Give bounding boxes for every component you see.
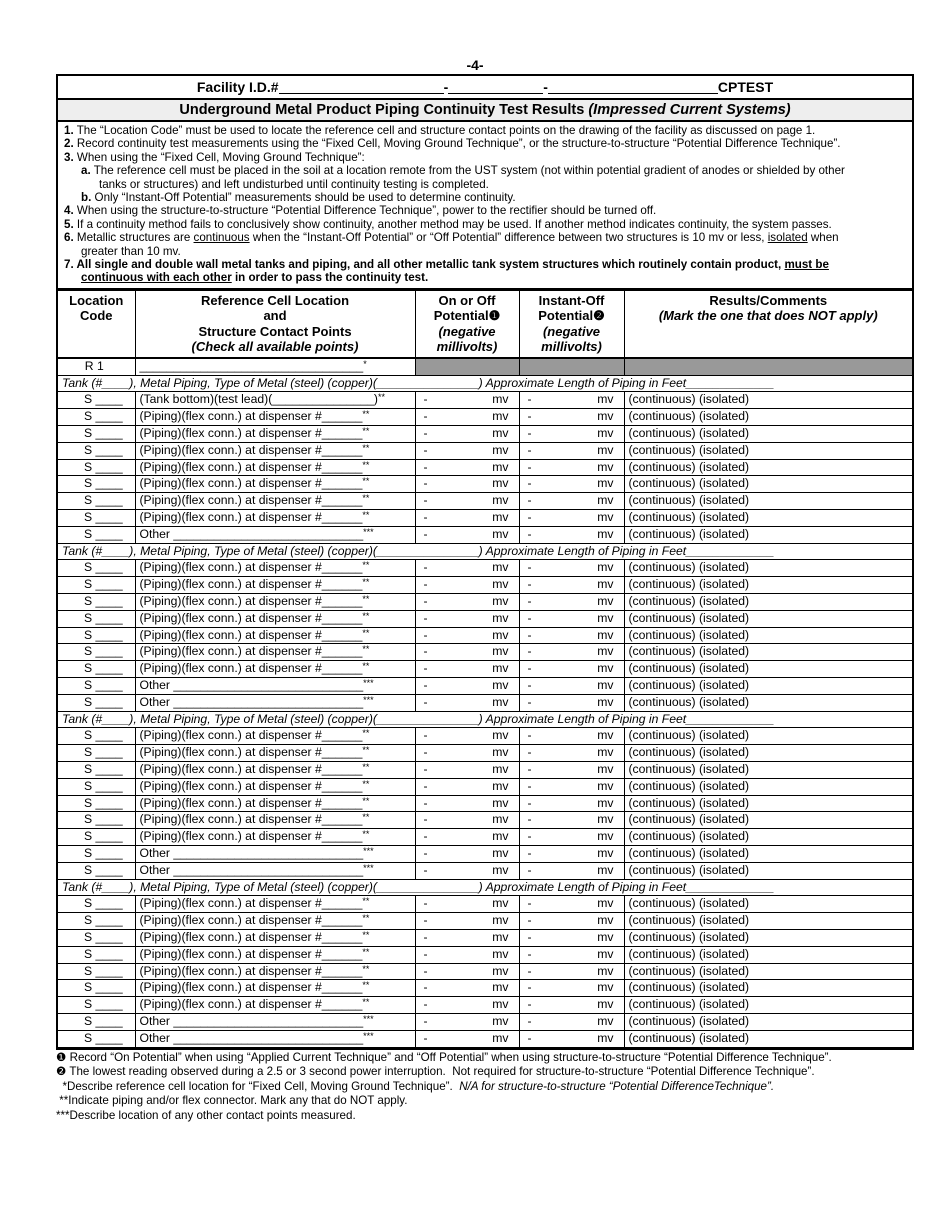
instant-off-field[interactable]: - mv [519,862,624,879]
footnotes [56,1051,832,1123]
contact-point-field[interactable]: Other ____________________________*** [135,678,415,695]
col-reference-cell: Reference Cell Location and Structure Contact Points (Check all available points) [135,290,415,358]
location-code-field[interactable]: S ____ [58,862,135,879]
contact-point-field[interactable]: (Piping)(flex conn.) at dispenser #______** [135,644,415,661]
result-field[interactable]: (continuous) (isolated) [624,896,912,913]
instant-off-field[interactable]: - mv [519,661,624,678]
instruction-7: 7. All single and double wall metal tanks and piping, and all other metallic tank system structures which routinely contain product, must be [64,258,829,272]
page-number: -4- [466,57,484,73]
table-row [58,476,912,493]
reference-row [58,358,912,375]
on-off-potential-field[interactable]: - mv [415,1013,519,1030]
gray-cell [519,358,624,375]
instructions [58,122,912,290]
instruction-4: 4. When using the structure-to-structure “Potential Difference Technique”, power to the rectifier should be turned off. [64,204,657,218]
table-row [58,997,912,1014]
instant-off-field[interactable]: - mv [519,1013,624,1030]
table-row [58,980,912,997]
gray-cell [415,358,519,375]
result-field[interactable]: (continuous) (isolated) [624,459,912,476]
contact-point-field[interactable]: (Piping)(flex conn.) at dispenser #______** [135,812,415,829]
instant-off-field[interactable]: - mv [519,510,624,527]
on-off-potential-field[interactable]: - mv [415,929,519,946]
contact-point-field[interactable]: Other ____________________________*** [135,1013,415,1030]
col-instant-off: Instant-Off Potential❷ (negative millivolts) [519,290,624,358]
continuity-table [58,290,912,1048]
instant-off-field[interactable]: - mv [519,845,624,862]
contact-point-field[interactable]: (Piping)(flex conn.) at dispenser #______** [135,980,415,997]
gray-cell [624,358,912,375]
result-field[interactable]: (continuous) (isolated) [624,694,912,711]
result-field[interactable]: (continuous) (isolated) [624,778,912,795]
location-code-field[interactable]: S ____ [58,526,135,543]
location-code-field[interactable]: S ____ [58,762,135,779]
instant-off-field[interactable]: - mv [519,778,624,795]
instant-off-field[interactable]: - mv [519,694,624,711]
result-field[interactable]: (continuous) (isolated) [624,980,912,997]
contact-point-field[interactable]: (Piping)(flex conn.) at dispenser #______** [135,997,415,1014]
table-row [58,459,912,476]
table-row [58,426,912,443]
on-off-potential-field[interactable]: - mv [415,1030,519,1047]
footnote-4: **Indicate piping and/or flex connector. Mark any that do NOT apply. [56,1094,408,1108]
result-field[interactable]: (continuous) (isolated) [624,560,912,577]
table-row [58,510,912,527]
location-code-field[interactable]: S ____ [58,442,135,459]
instant-off-field[interactable]: - mv [519,946,624,963]
on-off-potential-field[interactable]: - mv [415,997,519,1014]
facility-id-field-3[interactable] [548,80,718,94]
contact-point-field[interactable]: (Piping)(flex conn.) at dispenser #______** [135,442,415,459]
on-off-potential-field[interactable]: - mv [415,678,519,695]
instant-off-field[interactable]: - mv [519,980,624,997]
on-off-potential-field[interactable]: - mv [415,862,519,879]
on-off-potential-field[interactable]: - mv [415,442,519,459]
location-code-field[interactable]: S ____ [58,745,135,762]
tank-info-line[interactable]: Tank (#____), Metal Piping, Type of Metal (steel) (copper)(_______________) Approximate Length of Piping in Feet_____________ [58,375,912,392]
on-off-potential-field[interactable]: - mv [415,476,519,493]
instant-off-field[interactable]: - mv [519,392,624,409]
facility-id-field-2[interactable] [448,80,543,94]
instruction-3a-cont: tanks or structures) and left undisturbed until continuity testing is completed. [99,177,489,191]
table-row [58,946,912,963]
result-field[interactable]: (continuous) (isolated) [624,963,912,980]
on-off-potential-field[interactable]: - mv [415,627,519,644]
location-code-field[interactable]: S ____ [58,560,135,577]
instant-off-field[interactable]: - mv [519,610,624,627]
table-row [58,644,912,661]
result-field[interactable]: (continuous) (isolated) [624,392,912,409]
contact-point-field[interactable]: Other ____________________________*** [135,862,415,879]
result-field[interactable]: (continuous) (isolated) [624,728,912,745]
result-field[interactable]: (continuous) (isolated) [624,409,912,426]
on-off-potential-field[interactable]: - mv [415,577,519,594]
location-code-field[interactable]: S ____ [58,493,135,510]
on-off-potential-field[interactable]: - mv [415,829,519,846]
contact-point-field[interactable]: (Piping)(flex conn.) at dispenser #______** [135,577,415,594]
table-row [58,493,912,510]
instant-off-field[interactable]: - mv [519,963,624,980]
contact-point-field[interactable]: Other ____________________________*** [135,694,415,711]
result-field[interactable]: (continuous) (isolated) [624,745,912,762]
on-off-potential-field[interactable]: - mv [415,812,519,829]
instant-off-field[interactable]: - mv [519,627,624,644]
contact-point-field[interactable]: (Piping)(flex conn.) at dispenser #______** [135,409,415,426]
result-field[interactable]: (continuous) (isolated) [624,678,912,695]
instant-off-field[interactable]: - mv [519,795,624,812]
instant-off-field[interactable]: - mv [519,896,624,913]
result-field[interactable]: (continuous) (isolated) [624,510,912,527]
form-code: CPTEST [717,79,774,95]
contact-point-field[interactable]: (Piping)(flex conn.) at dispenser #______** [135,493,415,510]
on-off-potential-field[interactable]: - mv [415,946,519,963]
tank-section-header [58,711,912,728]
on-off-potential-field[interactable]: - mv [415,778,519,795]
result-field[interactable]: (continuous) (isolated) [624,929,912,946]
instant-off-field[interactable]: - mv [519,913,624,930]
ref-code: R 1 [58,358,135,375]
table-row [58,745,912,762]
contact-point-field[interactable]: (Piping)(flex conn.) at dispenser #______** [135,594,415,611]
instant-off-field[interactable]: - mv [519,728,624,745]
table-row [58,577,912,594]
result-field[interactable]: (continuous) (isolated) [624,644,912,661]
location-code-field[interactable]: S ____ [58,694,135,711]
result-field[interactable]: (continuous) (isolated) [624,913,912,930]
on-off-potential-field[interactable]: - mv [415,745,519,762]
result-field[interactable]: (continuous) (isolated) [624,442,912,459]
instruction-3b: b. Only “Instant-Off Potential” measurements should be used to determine continuity. [81,191,516,205]
on-off-potential-field[interactable]: - mv [415,526,519,543]
location-code-field[interactable]: S ____ [58,929,135,946]
table-row [58,1030,912,1047]
location-code-field[interactable]: S ____ [58,913,135,930]
facility-id-row [58,76,912,100]
instant-off-field[interactable]: - mv [519,812,624,829]
instant-off-field[interactable]: - mv [519,762,624,779]
location-code-field[interactable]: S ____ [58,577,135,594]
on-off-potential-field[interactable]: - mv [415,409,519,426]
location-code-field[interactable]: S ____ [58,778,135,795]
table-row [58,694,912,711]
table-row [58,862,912,879]
instant-off-field[interactable]: - mv [519,929,624,946]
footnote-5: ***Describe location of any other contact points measured. [56,1108,356,1122]
instant-off-field[interactable]: - mv [519,577,624,594]
contact-point-field[interactable]: (Piping)(flex conn.) at dispenser #______** [135,728,415,745]
result-field[interactable]: (continuous) (isolated) [624,1030,912,1047]
result-field[interactable]: (continuous) (isolated) [624,426,912,443]
contact-point-field[interactable]: (Piping)(flex conn.) at dispenser #______** [135,946,415,963]
instant-off-field[interactable]: - mv [519,1030,624,1047]
location-code-field[interactable]: S ____ [58,1030,135,1047]
location-code-field[interactable]: S ____ [58,426,135,443]
contact-point-field[interactable]: (Tank bottom)(test lead)(_______________)** [135,392,415,409]
contact-point-field[interactable]: (Piping)(flex conn.) at dispenser #______** [135,510,415,527]
instant-off-field[interactable]: - mv [519,476,624,493]
on-off-potential-field[interactable]: - mv [415,560,519,577]
form-title [58,100,912,122]
instant-off-field[interactable]: - mv [519,560,624,577]
contact-point-field[interactable]: Other ____________________________*** [135,526,415,543]
on-off-potential-field[interactable]: - mv [415,392,519,409]
on-off-potential-field[interactable]: - mv [415,963,519,980]
on-off-potential-field[interactable]: - mv [415,644,519,661]
on-off-potential-field[interactable]: - mv [415,913,519,930]
result-field[interactable]: (continuous) (isolated) [624,594,912,611]
result-field[interactable]: (continuous) (isolated) [624,997,912,1014]
instruction-2: 2. Record continuity test measurements using the “Fixed Cell, Moving Ground Technique”, or the structure-to-structure “Potential Difference Technique”. [64,137,841,151]
location-code-field[interactable]: S ____ [58,845,135,862]
location-code-field[interactable]: S ____ [58,459,135,476]
location-code-field[interactable]: S ____ [58,980,135,997]
tank-info-line[interactable]: Tank (#____), Metal Piping, Type of Metal (steel) (copper)(_______________) Approximate Length of Piping in Feet_____________ [58,879,912,896]
tank-section-header [58,543,912,560]
contact-point-field[interactable]: (Piping)(flex conn.) at dispenser #______** [135,896,415,913]
contact-point-field[interactable]: (Piping)(flex conn.) at dispenser #______** [135,661,415,678]
location-code-field[interactable]: S ____ [58,510,135,527]
instant-off-field[interactable]: - mv [519,426,624,443]
location-code-field[interactable]: S ____ [58,661,135,678]
table-header [58,290,912,358]
location-code-field[interactable]: S ____ [58,829,135,846]
facility-id-field-1[interactable] [279,80,444,94]
instruction-3a: a. The reference cell must be placed in the soil at a location remote from the UST system (not within potential gradient of anodes or shielded by other [81,164,845,178]
on-off-potential-field[interactable]: - mv [415,980,519,997]
location-code-field[interactable]: S ____ [58,795,135,812]
contact-point-field[interactable]: (Piping)(flex conn.) at dispenser #______** [135,459,415,476]
instant-off-field[interactable]: - mv [519,493,624,510]
instant-off-field[interactable]: - mv [519,442,624,459]
instant-off-field[interactable]: - mv [519,594,624,611]
table-row [58,795,912,812]
title-main: Underground Metal Product Piping Continuity Test Results [179,102,589,118]
tank-info-line[interactable]: Tank (#____), Metal Piping, Type of Metal (steel) (copper)(_______________) Approximate Length of Piping in Feet_____________ [58,711,912,728]
contact-point-field[interactable]: (Piping)(flex conn.) at dispenser #______** [135,913,415,930]
location-code-field[interactable]: S ____ [58,728,135,745]
instant-off-field[interactable]: - mv [519,526,624,543]
on-off-potential-field[interactable]: - mv [415,728,519,745]
table-row [58,560,912,577]
instant-off-field[interactable]: - mv [519,644,624,661]
title-italic: (Impressed Current Systems) [588,102,791,118]
instant-off-field[interactable]: - mv [519,459,624,476]
on-off-potential-field[interactable]: - mv [415,896,519,913]
result-field[interactable]: (continuous) (isolated) [624,812,912,829]
contact-point-field[interactable]: (Piping)(flex conn.) at dispenser #______** [135,929,415,946]
contact-point-field[interactable]: (Piping)(flex conn.) at dispenser #______** [135,610,415,627]
separator: - [543,79,548,95]
instant-off-field[interactable]: - mv [519,745,624,762]
location-code-field[interactable]: S ____ [58,812,135,829]
result-field[interactable]: (continuous) (isolated) [624,661,912,678]
instruction-3: 3. When using the “Fixed Cell, Moving Ground Technique”: [64,150,365,164]
table-row [58,409,912,426]
instruction-1: 1. The “Location Code” must be used to locate the reference cell and structure contact points on the drawing of the facility as discussed on page 1. [64,124,816,137]
result-field[interactable]: (continuous) (isolated) [624,627,912,644]
contact-point-field[interactable]: Other ____________________________*** [135,1030,415,1047]
col-results: Results/Comments (Mark the one that does NOT apply) [624,290,912,358]
table-row [58,762,912,779]
instant-off-field[interactable]: - mv [519,829,624,846]
result-field[interactable]: (continuous) (isolated) [624,476,912,493]
table-row [58,963,912,980]
instant-off-field[interactable]: - mv [519,409,624,426]
location-code-field[interactable]: S ____ [58,963,135,980]
form-frame [56,74,914,1050]
table-row [58,661,912,678]
separator: - [443,79,449,95]
location-code-field[interactable]: S ____ [58,644,135,661]
table-row [58,594,912,611]
footnote-3: *Describe reference cell location for “Fixed Cell, Moving Ground Technique”. N/A for structure-to-structure “Potential DifferenceTechnique”. [56,1079,775,1093]
result-field[interactable]: (continuous) (isolated) [624,829,912,846]
table-row [58,845,912,862]
result-field[interactable]: (continuous) (isolated) [624,577,912,594]
table-row [58,678,912,695]
result-field[interactable]: (continuous) (isolated) [624,795,912,812]
table-row [58,812,912,829]
on-off-potential-field[interactable]: - mv [415,661,519,678]
instruction-6-cont: greater than 10 mv. [81,244,181,258]
location-code-field[interactable]: S ____ [58,896,135,913]
footnote-1: ❶ Record “On Potential” when using “Applied Current Technique” and “Off Potential” when using structure-to-structure “Potential Difference Technique”. [56,1051,832,1064]
location-code-field[interactable]: S ____ [58,392,135,409]
contact-point-field[interactable]: (Piping)(flex conn.) at dispenser #______** [135,778,415,795]
contact-point-field[interactable]: Other ____________________________*** [135,845,415,862]
result-field[interactable]: (continuous) (isolated) [624,1013,912,1030]
location-code-field[interactable]: S ____ [58,610,135,627]
instruction-7-cont: continuous with each other in order to pass the continuity test. [81,271,429,285]
table-row [58,728,912,745]
on-off-potential-field[interactable]: - mv [415,694,519,711]
on-off-potential-field[interactable]: - mv [415,493,519,510]
table-row [58,778,912,795]
on-off-potential-field[interactable]: - mv [415,610,519,627]
table-row [58,1013,912,1030]
on-off-potential-field[interactable]: - mv [415,845,519,862]
location-code-field[interactable]: S ____ [58,476,135,493]
contact-point-field[interactable]: (Piping)(flex conn.) at dispenser #______** [135,627,415,644]
table-row [58,526,912,543]
on-off-potential-field[interactable]: - mv [415,762,519,779]
contact-point-field[interactable]: (Piping)(flex conn.) at dispenser #______** [135,476,415,493]
table-row [58,913,912,930]
facility-id-label: Facility I.D.# [196,79,279,95]
table-row [58,627,912,644]
location-code-field[interactable]: S ____ [58,678,135,695]
tank-section-header [58,375,912,392]
instant-off-field[interactable]: - mv [519,678,624,695]
location-code-field[interactable]: S ____ [58,997,135,1014]
tank-section-header [58,879,912,896]
location-code-field[interactable]: S ____ [58,627,135,644]
table-row [58,610,912,627]
contact-point-field[interactable]: (Piping)(flex conn.) at dispenser #______** [135,426,415,443]
table-row [58,929,912,946]
location-code-field[interactable]: S ____ [58,594,135,611]
contact-point-field[interactable]: (Piping)(flex conn.) at dispenser #______** [135,762,415,779]
location-code-field[interactable]: S ____ [58,409,135,426]
col-location-code: Location Code [58,290,135,358]
table-row [58,829,912,846]
instruction-6: 6. Metallic structures are continuous when the “Instant-Off Potential” or “Off Potential” difference between two structures is 10 mv or less, isolated when [64,231,839,245]
contact-point-field[interactable]: (Piping)(flex conn.) at dispenser #______** [135,745,415,762]
instruction-5: 5. If a continuity method fails to conclusively show continuity, another method may be used. If another method indicates continuity, the system passes. [64,217,832,231]
contact-point-field[interactable]: (Piping)(flex conn.) at dispenser #______** [135,560,415,577]
on-off-potential-field[interactable]: - mv [415,510,519,527]
result-field[interactable]: (continuous) (isolated) [624,845,912,862]
footnote-2: ❷ The lowest reading observed during a 2.5 or 3 second power interruption. Not required for structure-to-structure “Potential Difference Technique”. [56,1065,815,1079]
on-off-potential-field[interactable]: - mv [415,459,519,476]
location-code-field[interactable]: S ____ [58,946,135,963]
on-off-potential-field[interactable]: - mv [415,795,519,812]
contact-point-field[interactable]: (Piping)(flex conn.) at dispenser #______** [135,829,415,846]
on-off-potential-field[interactable]: - mv [415,594,519,611]
result-field[interactable]: (continuous) (isolated) [624,946,912,963]
result-field[interactable]: (continuous) (isolated) [624,862,912,879]
result-field[interactable]: (continuous) (isolated) [624,762,912,779]
contact-point-field[interactable]: (Piping)(flex conn.) at dispenser #______** [135,795,415,812]
table-row [58,896,912,913]
tank-info-line[interactable]: Tank (#____), Metal Piping, Type of Metal (steel) (copper)(_______________) Approximate Length of Piping in Feet_____________ [58,543,912,560]
table-row [58,392,912,409]
location-code-field[interactable]: S ____ [58,1013,135,1030]
ref-location-field[interactable]: _________________________________* [135,358,415,375]
contact-point-field[interactable]: (Piping)(flex conn.) at dispenser #______** [135,963,415,980]
table-row [58,442,912,459]
result-field[interactable]: (continuous) (isolated) [624,526,912,543]
result-field[interactable]: (continuous) (isolated) [624,493,912,510]
instant-off-field[interactable]: - mv [519,997,624,1014]
on-off-potential-field[interactable]: - mv [415,426,519,443]
result-field[interactable]: (continuous) (isolated) [624,610,912,627]
col-on-off-potential: On or Off Potential❶ (negative millivolts) [415,290,519,358]
